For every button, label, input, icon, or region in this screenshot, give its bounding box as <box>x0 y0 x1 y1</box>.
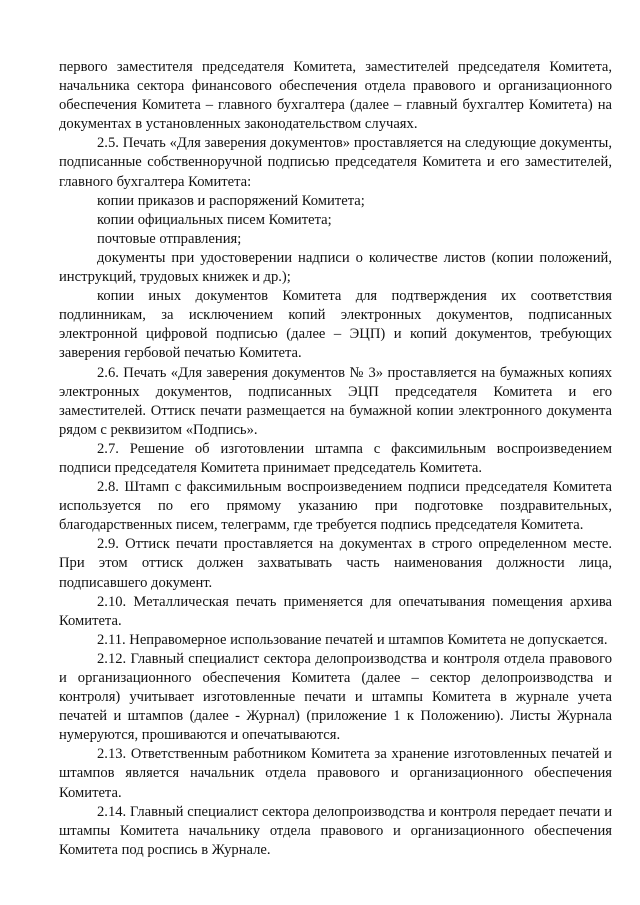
list-item: почтовые отправления; <box>97 230 242 247</box>
list-item: копии иных документов Комитета для подтверждения их соответствия подлинникам, за исключением копий электронных документов, подписанных электронной цифровой подписью (далее – ЭЦП) и копий документов, требующих заверения гербовой печатью Комитета. <box>59 288 612 362</box>
list-item: документы при удостоверении надписи о количестве листов (копии положений, инструкций, трудовых книжек и др.); <box>59 249 612 286</box>
paragraph-continuation: первого заместителя председателя Комитета, заместителей председателя Комитета, начальника сектора финансового обеспечения отдела правового и организационного обеспечения Комитета – главного бухгалтера (далее – главный бухгалтер Комитета) на документах в установленных законодательством случаях. <box>59 59 612 133</box>
paragraph-2-10: 2.10. Металлическая печать применяется для опечатывания помещения архива Комитета. <box>59 593 612 629</box>
paragraph-2-14: 2.14. Главный специалист сектора делопроизводства и контроля передает печати и штампы Комитета начальнику отдела правового и организационного обеспечения Комитета под роспись в Журнале. <box>59 803 612 858</box>
paragraph-2-7: 2.7. Решение об изготовлении штампа с факсимильным воспроизведением подписи председателя Комитета принимает председатель Комитета. <box>59 440 612 476</box>
paragraph-2-6: 2.6. Печать «Для заверения документов № 3» проставляется на бумажных копиях электронных документов, подписанных ЭЦП председателя Комитета и его заместителей. Оттиск печати размещается на бумажной копии электронного документа рядом с реквизитом «Подпись». <box>59 364 612 438</box>
paragraph-2-13: 2.13. Ответственным работником Комитета за хранение изготовленных печатей и штампов является начальник отдела правового и организационного обеспечения Комитета. <box>59 746 612 801</box>
paragraph-2-11: 2.11. Неправомерное использование печатей и штампов Комитета не допускается. <box>97 631 608 648</box>
paragraph-2-8: 2.8. Штамп с факсимильным воспроизведением подписи председателя Комитета используется по его прямому указанию при подготовке поздравительных, благодарственных писем, телеграмм, где требуется подпись председателя Комитета. <box>59 479 612 534</box>
paragraph-2-9: 2.9. Оттиск печати проставляется на документах в строго определенном месте. При этом оттиск должен захватывать часть наименования должности лица, подписавшего документ. <box>59 536 612 591</box>
paragraph-2-12: 2.12. Главный специалист сектора делопроизводства и контроля отдела правового и организационного обеспечения Комитета (далее – сектор делопроизводства и контроля) учитывает изготовленные печати и штампы Комитета в журнале учета печатей и штампов (далее - Журнал) (приложение 1 к Положению). Листы Журнала нумеруются, прошиваются и опечатываются. <box>59 650 612 744</box>
list-item: копии официальных писем Комитета; <box>97 211 332 228</box>
paragraph-2-5: 2.5. Печать «Для заверения документов» проставляется на следующие документы, подписанные собственноручной подписью председателя Комитета и его заместителей, главного бухгалтера Комитета: <box>59 135 612 190</box>
list-item: копии приказов и распоряжений Комитета; <box>97 192 365 209</box>
